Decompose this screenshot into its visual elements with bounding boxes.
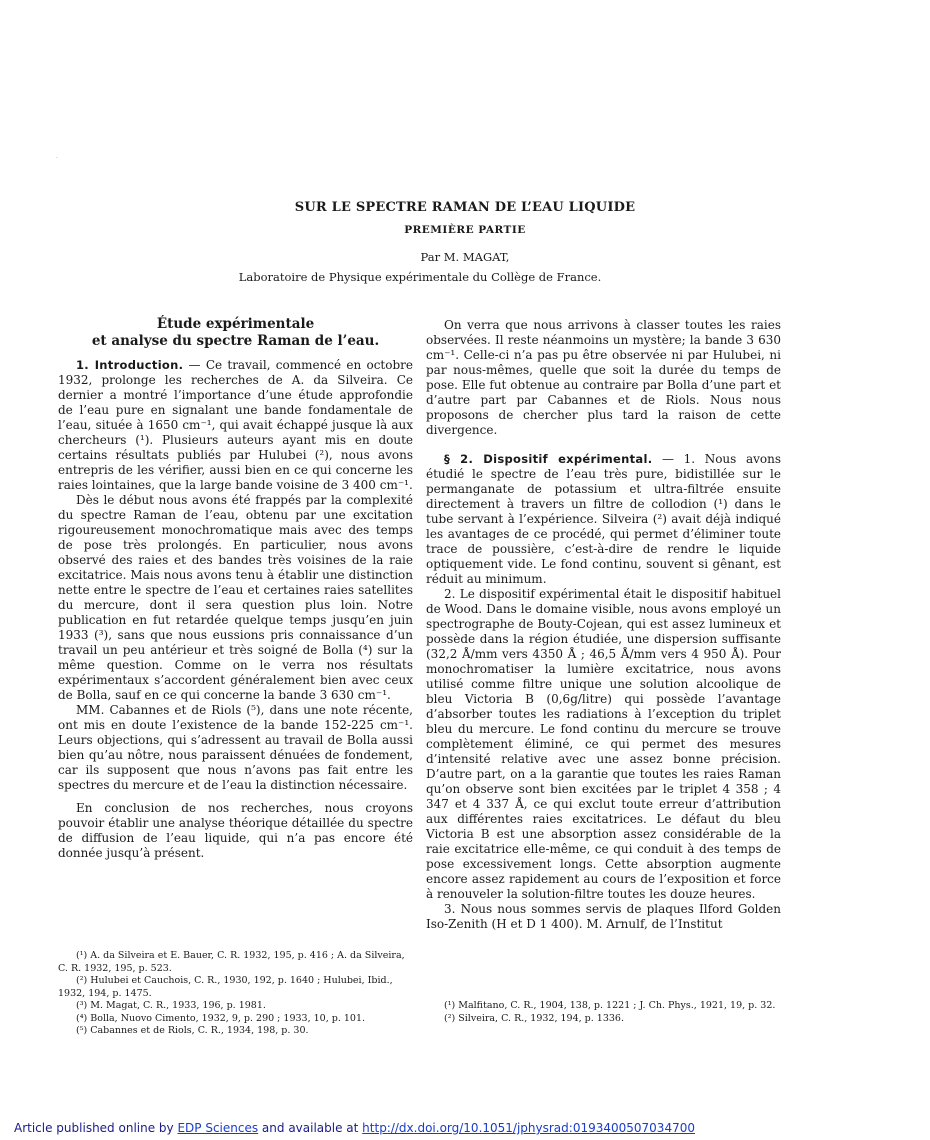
footnote: (⁵) Cabannes et de Riols, C. R., 1934, 198, p. 30. — [76, 1025, 309, 1036]
paragraph-complexity: Dès le début nous avons été frappés par la complexité du spectre Raman de l’eau, obtenu par une excitation rigoureusement monochromatique mais avec des temps de pose très prolongés. En particulier, nous avons observé des raies et des bandes très voisines de la raie excitatrice. Mais nous avons tenu à établir une distinction nette entre le spectre de l’eau et certaines raies satellites du mercure, dont il sera question plus loin. Notre publication en fut retardée quelque temps jusqu’en juin 1933 (³), sans que nous eussions pris connaissance d’un travail un peu antérieur et très soigné de Bolla (⁴) sur la même question. Comme on le verra nos résultats expérimentaux s’accordent généralement bien avec ceux de Bolla, sauf en ce qui concerne la bande 3 630 cm⁻¹. — [58, 493, 413, 702]
footnote: (¹) A. da Silveira et E. Bauer, C. R. 1932, 195, p. 416 ; A. da Silveira, C. R. 1932, 195, p. 523. — [58, 950, 405, 974]
footnote: (³) M. Magat, C. R., 1933, 196, p. 1981. — [76, 1000, 266, 1011]
footnote: (¹) Malfitano, C. R., 1904, 138, p. 1221 ; J. Ch. Phys., 1921, 19, p. 32. — [444, 1000, 776, 1011]
paragraph-plates: 3. Nous nous sommes servis de plaques Ilford Golden Iso-Zenith (H et D 1 400). M. Arnulf, de l’Institut — [426, 902, 781, 931]
article-author: Par M. MAGAT, — [420, 250, 510, 264]
paragraph-mystery: On verra que nous arrivons à classer toutes les raies observées. Il reste néanmoins un mystère; la bande 3 630 cm⁻¹. Celle-ci n’a pas pu être observée ni par Hulubei, ni par nous-mêmes, quelle que soit la durée du temps de pose. Elle fut obtenue au contraire par Bolla d’une part et d’autre part par Cabannes et de Riols. Nous nous proposons de chercher plus tard la raison de cette divergence. — [426, 318, 781, 437]
footnote: (⁴) Bolla, Nuovo Cimento, 1932, 9, p. 290 ; 1933, 10, p. 101. — [76, 1012, 366, 1024]
footer-prefix: Article published online by — [14, 1121, 178, 1135]
footnote: (²) Silveira, C. R., 1932, 194, p. 1336. — [444, 1012, 624, 1024]
article-affiliation: Laboratoire de Physique expérimentale du Collège de France. — [238, 270, 602, 284]
paragraph-dispositif — [426, 452, 781, 587]
article-part: PREMIÈRE PARTIE — [404, 224, 526, 236]
doi-link[interactable]: http://dx.doi.org/10.1051/jphysrad:0193400507034700 — [362, 1121, 695, 1135]
footnote: (²) Hulubei et Cauchois, C. R., 1930, 192, p. 1640 ; Hulubei, Ibid., 1932, 194, p. 1475. — [58, 975, 393, 999]
right-footnotes — [426, 1000, 781, 1025]
introduction-runin-heading: 1. Introduction. — [76, 358, 184, 372]
paragraph-cabannes: MM. Cabannes et de Riols (⁵), dans une note récente, ont mis en doute l’existence de la bande 152-225 cm⁻¹. Leurs objections, qui s’adressent au travail de Bolla aussi bien qu’au nôtre, nous paraissent dénuées de fondement, car ils supposent que nous n’avons pas fait entre les spectres du mercure et de l’eau la distinction nécessaire. — [58, 703, 413, 792]
dispositif-text: — 1. Nous avons étudié le spectre de l’eau très pure, bidistillée sur le permanganate de potassium et ultra-filtrée ensuite directement à travers un filtre de collodion (¹) dans le tube servant à l’expérience. Silveira (²) avait déjà indiqué les avantages de ce procédé, qui permet d’éliminer toute trace de poussière, c’est-à-dire de rendre le liquide optiquement vide. Le fond continu, souvent si gênant, est réduit au minimum. — [426, 452, 781, 586]
publisher-link[interactable]: EDP Sciences — [177, 1121, 259, 1135]
paragraph-introduction — [58, 358, 413, 493]
left-footnotes — [58, 950, 413, 1038]
paragraph-wood-setup: 2. Le dispositif expérimental était le dispositif habituel de Wood. Dans le domaine visible, nous avons employé un spectrographe de Bouty-Cojean, qui est assez lumineux et possède dans la région étudiée, une dispersion suffisante (32,2 Å/mm vers 4350 Å ; 46,5 Å/mm vers 4 950 Å). Pour monochromatiser la lumière excitatrice, nous avons utilisé comme filtre unique une solution alcoolique de bleu Victoria B (0,6g/litre) qui possède l’avantage d’absorber toutes les radiations à l’exception du triplet bleu du mercure. Le fond continu du mercure se trouve complètement éliminé, ce qui permet des mesures d’intensité relative avec une assez bonne précision. D’autre part, on a la garantie que toutes les raies Raman qu’on observe sont bien excitées par le triplet 4 358 ; 4 347 et 4 337 Å, ce qui exclut toute erreur d’attribution aux différentes raies excitatrices. Le défaut du bleu Victoria B est une absorption assez considérable de la raie excitatrice elle-même, ce qui conduit à des temps de pose excessivement longs. Cette absorption augmente encore assez rapidement au cours de l’exposition et force à renouveler la solution-filtre toutes les douze heures. — [426, 587, 781, 901]
right-column — [426, 318, 781, 932]
section-heading-line-1: Étude expérimentale — [156, 316, 315, 332]
dispositif-runin-heading: § 2. Dispositif expérimental. — [444, 452, 653, 466]
left-column — [58, 316, 413, 861]
scan-speck: · — [56, 155, 58, 162]
section-heading-line-2: et analyse du spectre Raman de l’eau. — [91, 333, 380, 349]
footer-middle: and available at — [258, 1121, 363, 1135]
publication-footer — [14, 1121, 914, 1135]
introduction-text: — Ce travail, commencé en octobre 1932, prolonge les recherches de A. da Silveira. Ce dernier a montré l’importance d’une étude approfondie de l’eau pure en signalant une bande fondamentale de l’eau, située à 1650 cm⁻¹, qui avait échappé jusque là aux chercheurs (¹). Plusieurs auteurs ayant mis en doute certains résultats publiés par Hulubei (²), nous avons entrepris de les vérifier, aussi bien en ce qui concerne les raies lointaines, que la large bande voisine de 3 400 cm⁻¹. — [58, 358, 413, 492]
paragraph-conclusion: En conclusion de nos recherches, nous croyons pouvoir établir une analyse théorique détaillée du spectre de diffusion de l’eau liquide, qui n’a pas encore été donnée jusqu’à présent. — [58, 801, 413, 860]
section-heading — [58, 316, 413, 350]
article-title: SUR LE SPECTRE RAMAN DE L’EAU LIQUIDE — [294, 200, 636, 215]
